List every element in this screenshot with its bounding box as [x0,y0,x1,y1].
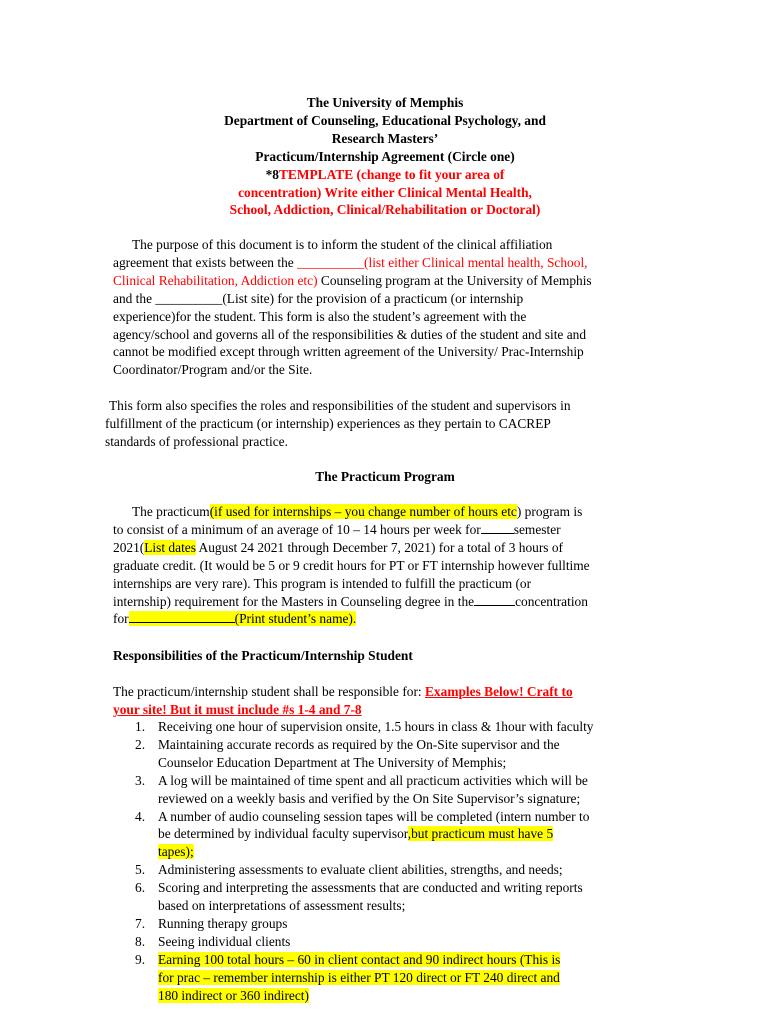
roles-line: This form also specifies the roles and responsibilities of the student and supervisors in [109,398,571,413]
item-text: Maintaining accurate records as required by the On-Site supervisor and the [158,736,560,752]
item-number: 5. [135,862,146,878]
purpose-paragraph [113,236,658,379]
program-line [113,539,658,557]
program-placeholder: __________(list either Clinical mental health, School, [297,254,588,270]
item-number: 6. [135,880,146,896]
program-text: ) program is [516,504,583,519]
responsibilities-intro [113,683,658,719]
instruction-note: your site! But it must include #s 1-4 and 7-8 [113,701,362,717]
purpose-line: and the __________(List site) for the provision of a practicum (or internship [113,290,524,306]
item-text: Administering assessments to evaluate client abilities, strengths, and needs; [158,862,563,878]
template-note-1: TEMPLATE (change to fit your area of [279,166,505,182]
program-text: semester [513,521,561,537]
title-template-note [0,166,770,184]
item-number: 2. [135,736,146,752]
list-item [113,772,653,808]
highlighted-note: for [158,969,174,985]
semester-blank [481,521,514,534]
title-department: Department of Counseling, Educational Psychology, and [224,112,546,128]
item-number: 1. [135,719,146,734]
item-text-part: be determined by individual faculty supervisor [158,826,408,842]
list-item [113,718,653,736]
item-text: Receiving one hour of supervision onsite, 1.5 hours in class & 1hour with faculty [158,719,594,734]
student-name-blank [129,610,235,623]
program-line [113,521,658,539]
purpose-text: Counseling program at the University of Memphis [317,272,592,288]
roles-line: fulfillment of the practicum (or internship) experiences as they pertain to CACREP [105,415,551,431]
program-text: internship) requirement for the Masters in Counseling degree in the [113,593,475,609]
item-text [158,825,653,843]
roles-line: standards of professional practice. [105,433,288,449]
responsibilities-heading: Responsibilities of the Practicum/Internship Student [113,648,413,663]
highlighted-note: (if used for internships – you change number of hours etc [209,504,517,519]
list-item [113,808,653,862]
title-university: The University of Memphis [306,95,464,110]
program-text: 2021( [113,539,145,555]
program-line [113,610,658,628]
instruction-note: Examples Below! Craft to [425,684,573,699]
practicum-program-heading: The Practicum Program [315,469,455,484]
purpose-line: agency/school and governs all of the responsibilities & duties of the student and site and [113,326,587,342]
program-text: concentration [515,593,588,609]
purpose-line: The purpose of this document is to inform the student of the clinical affiliation [132,237,553,252]
list-item [113,736,653,772]
item-text: A number of audio counseling session tapes will be completed (intern number to [158,808,590,824]
highlighted-note: 180 indirect or 360 indirect) [158,987,309,1003]
purpose-line [113,272,658,290]
purpose-line: Coordinator/Program and/or the Site. [113,362,313,378]
item-number: 9. [135,951,146,967]
program-paragraph [113,503,658,628]
program-line [113,503,658,521]
item-text: Scoring and interpreting the assessments that are conducted and writing reports [158,880,583,896]
intro-line [113,683,658,701]
highlighted-note: List dates [144,539,196,555]
purpose-line: cannot be modified except through written agreement of the University/ Prac-Internship [113,344,584,360]
highlighted-note: tapes); [158,844,194,860]
item-text: based on interpretations of assessment results; [158,898,406,914]
list-item [113,933,653,951]
document-title [0,94,770,219]
purpose-text: agreement that exists between the [113,254,298,270]
template-note-3: School, Addiction, Clinical/Rehabilitation or Doctoral) [229,202,541,218]
title-agreement: Practicum/Internship Agreement (Circle one) [255,148,515,164]
highlighted-note: prac – remember internship is either PT 120 direct or FT 240 direct and [173,969,560,985]
highlighted-note: Earning 100 total hours – 60 in client contact and 90 indirect hours (This is [158,951,561,967]
purpose-line: experience)for the student. This form is also the student’s agreement with the [113,308,527,324]
item-number: 4. [135,808,146,824]
program-text: August 24 2021 through December 7, 2021) for a total of 3 hours of [195,539,564,555]
template-note-2: concentration) Write either Clinical Mental Health, [238,184,532,200]
title-department-cont: Research Masters’ [331,130,439,146]
item-number: 7. [135,915,146,931]
item-number: 3. [135,772,146,788]
program-text: to consist of a minimum of an average of 10 – 14 hours per week for [113,521,481,537]
list-item [113,861,653,879]
program-line: graduate credit. (It would be 5 or 9 credit hours for PT or FT internship however fulltime [113,557,590,573]
list-item [113,915,653,933]
highlighted-note: ,but practicum must have 5 [407,826,554,842]
list-item [113,951,653,1005]
item-text: reviewed on a weekly basis and verified by the On Site Supervisor’s signature; [158,790,581,806]
highlighted-note: (Print student’s name). [234,611,357,627]
concentration-blank [474,593,515,606]
program-line [113,593,658,611]
item-text: Seeing individual clients [158,933,291,949]
program-text: The practicum [132,504,210,519]
item-text: A log will be maintained of time spent and all practicum activities which will be [158,772,588,788]
program-text: for [113,611,129,627]
program-placeholder-cont: Clinical Rehabilitation, Addiction etc) [113,272,318,288]
intro-text: The practicum/internship student shall be responsible for: [113,684,425,699]
item-text: Counselor Education Department at The University of Memphis; [158,754,507,770]
item-number: 8. [135,933,146,949]
responsibilities-list [113,718,653,1005]
program-line: internships are very rare). This program is intended to fulfill the practicum (or [113,575,532,591]
purpose-line [113,254,658,272]
template-prefix: *8 [265,166,279,182]
list-item [113,879,653,915]
item-text: Running therapy groups [158,915,288,931]
roles-paragraph [105,397,645,451]
